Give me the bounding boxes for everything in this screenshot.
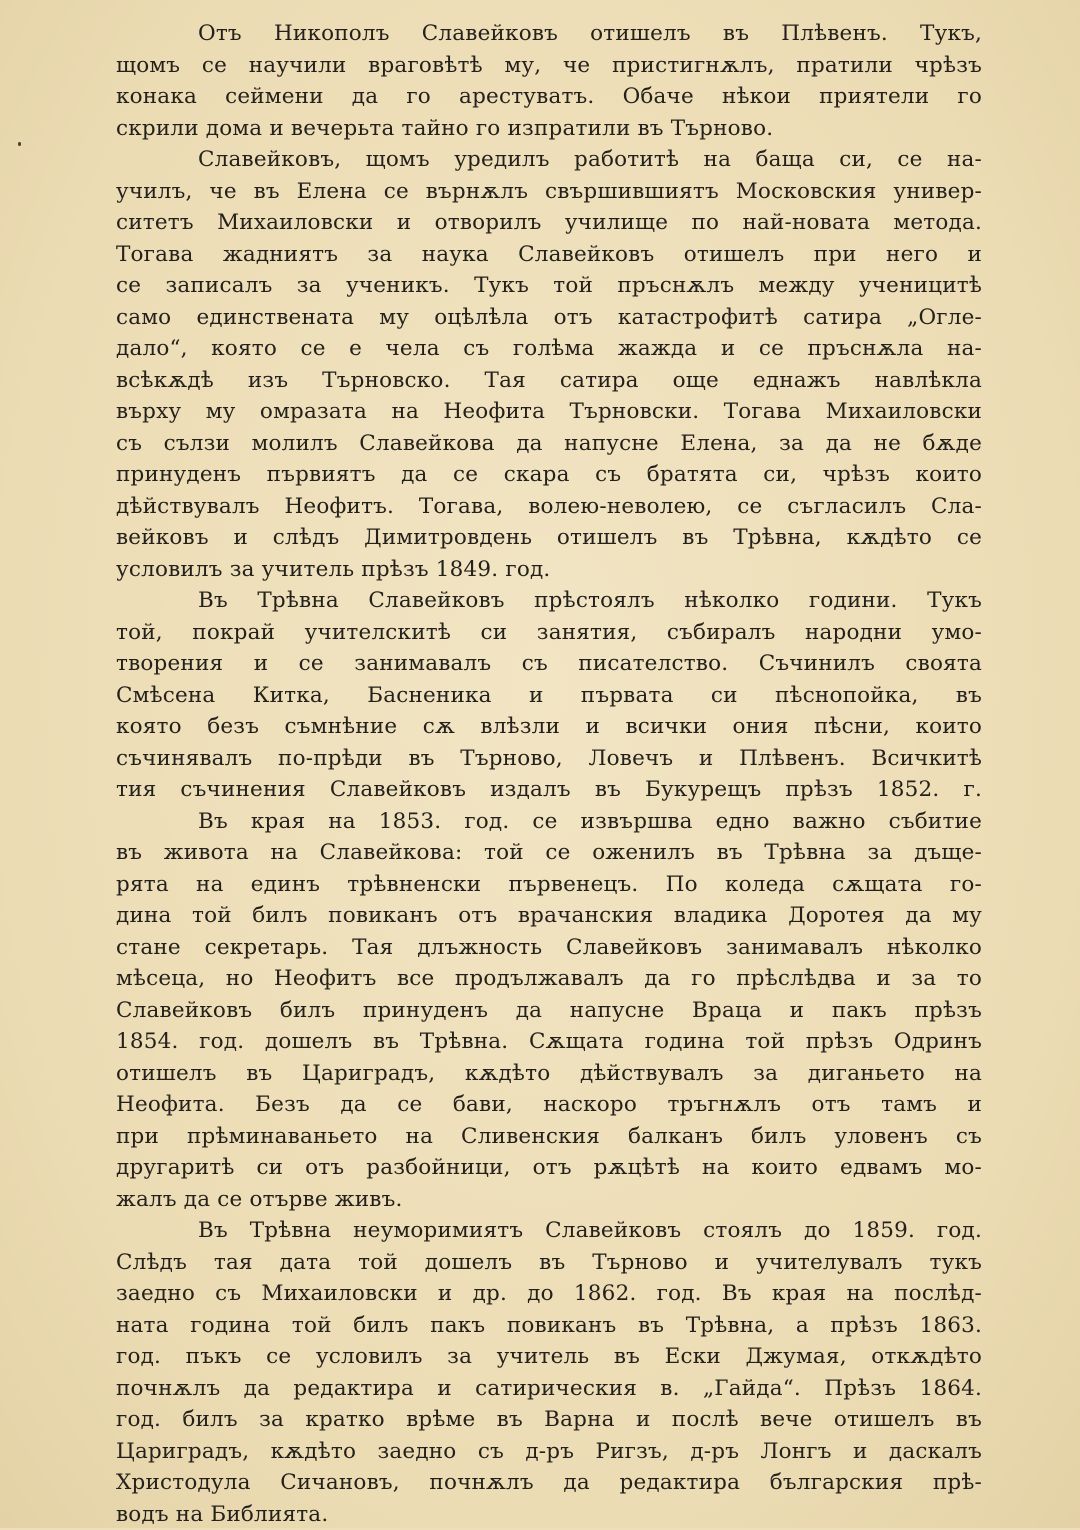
text-line: скрили дома и вечерьта тайно го изпратили въ Търново. — [116, 113, 982, 145]
text-line: щомъ се научили враговѣтѣ му, че пристигнѫлъ, пратили чрѣзъ — [116, 50, 982, 82]
text-line: Смѣсена Китка, Басненика и първата си пѣснопойка, въ — [116, 680, 982, 712]
text-line: почнѫлъ да редактира и сатирическия в. „Гайда“. Прѣзъ 1864. — [116, 1373, 982, 1405]
text-line: мѣсеца, но Неофитъ все продължавалъ да го прѣслѣдва и за то — [116, 963, 982, 995]
text-line: тия съчинения Славейковъ издалъ въ Букурещъ прѣзъ 1852. г. — [116, 774, 982, 806]
text-line: съ сълзи молилъ Славейкова да напусне Елена, за да не бѫде — [116, 428, 982, 460]
text-line: Въ края на 1853. год. се извършва едно важно събитие — [116, 806, 982, 838]
text-line: заедно съ Михаиловски и др. до 1862. год. Въ края на послѣд- — [116, 1278, 982, 1310]
text-line: творения и се занимавалъ съ писателство. Съчинилъ своята — [116, 648, 982, 680]
page-text — [116, 18, 982, 1530]
text-line: съчинявалъ по-прѣди въ Търново, Ловечъ и Плѣвенъ. Всичкитѣ — [116, 743, 982, 775]
text-line: 1854. год. дошелъ въ Трѣвна. Сѫщата година той прѣзъ Одринъ — [116, 1026, 982, 1058]
text-line: отишелъ въ Цариградъ, кѫдѣто дѣйствувалъ за диганьето на — [116, 1058, 982, 1090]
text-line: жалъ да се отърве живъ. — [116, 1184, 982, 1216]
text-line: Тогава жадниятъ за наука Славейковъ отишелъ при него и — [116, 239, 982, 271]
text-line: водъ на Библията. — [116, 1499, 982, 1530]
text-line: която безъ съмнѣние сѫ влѣзли и всички ония пѣсни, които — [116, 711, 982, 743]
text-line: само единствената му оцѣлѣла отъ катастрофитѣ сатира „Огле- — [116, 302, 982, 334]
text-line: Въ Трѣвна Славейковъ прѣстоялъ нѣколко години. Тукъ — [116, 585, 982, 617]
text-line: дина той билъ повиканъ отъ врачанския владика Доротея да му — [116, 900, 982, 932]
text-line: Славейковъ билъ принуденъ да напусне Враца и пакъ прѣзъ — [116, 995, 982, 1027]
paragraph-3 — [116, 585, 982, 806]
text-line: конака сеймени да го арестуватъ. Обаче нѣкои приятели го — [116, 81, 982, 113]
text-line: вейковъ и слѣдъ Димитровдень отишелъ въ Трѣвна, кѫдѣто се — [116, 522, 982, 554]
text-line: дало“, която се е чела съ голѣма жажда и се пръснѫла на- — [116, 333, 982, 365]
text-line: при прѣминаваньето на Сливенския балканъ билъ уловенъ съ — [116, 1121, 982, 1153]
paragraph-5 — [116, 1215, 982, 1530]
text-line: въ живота на Славейкова: той се оженилъ въ Трѣвна за дъще- — [116, 837, 982, 869]
paragraph-4 — [116, 806, 982, 1216]
text-line: Отъ Никополъ Славейковъ отишелъ въ Плѣвенъ. Тукъ, — [116, 18, 982, 50]
text-line: год. пъкъ се условилъ за учитель въ Ески Джумая, откѫдѣто — [116, 1341, 982, 1373]
text-line: ситетъ Михаиловски и отворилъ училище по най-новата метода. — [116, 207, 982, 239]
text-line: условилъ за учитель прѣзъ 1849. год. — [116, 554, 982, 586]
text-line: се записалъ за ученикъ. Тукъ той пръснѫлъ между ученицитѣ — [116, 270, 982, 302]
text-line: Христодула Сичановъ, почнѫлъ да редактира българския прѣ- — [116, 1467, 982, 1499]
text-line: стане секретарь. Тая длъжность Славейковъ занимавалъ нѣколко — [116, 932, 982, 964]
paragraph-1 — [116, 18, 982, 144]
text-line: дѣйствувалъ Неофитъ. Тогава, волею-неволею, се съгласилъ Сла- — [116, 491, 982, 523]
text-line: върху му омразата на Неофита Търновски. Тогава Михаиловски — [116, 396, 982, 428]
text-line: Слѣдъ тая дата той дошелъ въ Търново и учителувалъ тукъ — [116, 1247, 982, 1279]
text-line: Цариградъ, кѫдѣто заедно съ д-ръ Ригзъ, д-ръ Лонгъ и даскалъ — [116, 1436, 982, 1468]
text-line: всѣкѫдѣ изъ Търновско. Тая сатира още еднажъ навлѣкла — [116, 365, 982, 397]
text-line: Въ Трѣвна неуморимиятъ Славейковъ стоялъ до 1859. год. — [116, 1215, 982, 1247]
text-line: училъ, че въ Елена се върнѫлъ свършившиятъ Московския универ- — [116, 176, 982, 208]
text-line: той, покрай учителскитѣ си занятия, събиралъ народни умо- — [116, 617, 982, 649]
text-line: рята на единъ трѣвненски първенецъ. По коледа сѫщата го- — [116, 869, 982, 901]
text-line: другаритѣ си отъ разбойници, отъ рѫцѣтѣ на които едвамъ мо- — [116, 1152, 982, 1184]
text-line: год. билъ за кратко врѣме въ Варна и послѣ вече отишелъ въ — [116, 1404, 982, 1436]
paragraph-2 — [116, 144, 982, 585]
text-line: Славейковъ, щомъ уредилъ работитѣ на баща си, се на- — [116, 144, 982, 176]
text-line: Неофита. Безъ да се бави, наскоро тръгнѫлъ отъ тамъ и — [116, 1089, 982, 1121]
text-line: ната година той билъ пакъ повиканъ въ Трѣвна, а прѣзъ 1863. — [116, 1310, 982, 1342]
ink-speck — [18, 142, 21, 146]
text-line: принуденъ първиятъ да се скара съ братята си, чрѣзъ които — [116, 459, 982, 491]
